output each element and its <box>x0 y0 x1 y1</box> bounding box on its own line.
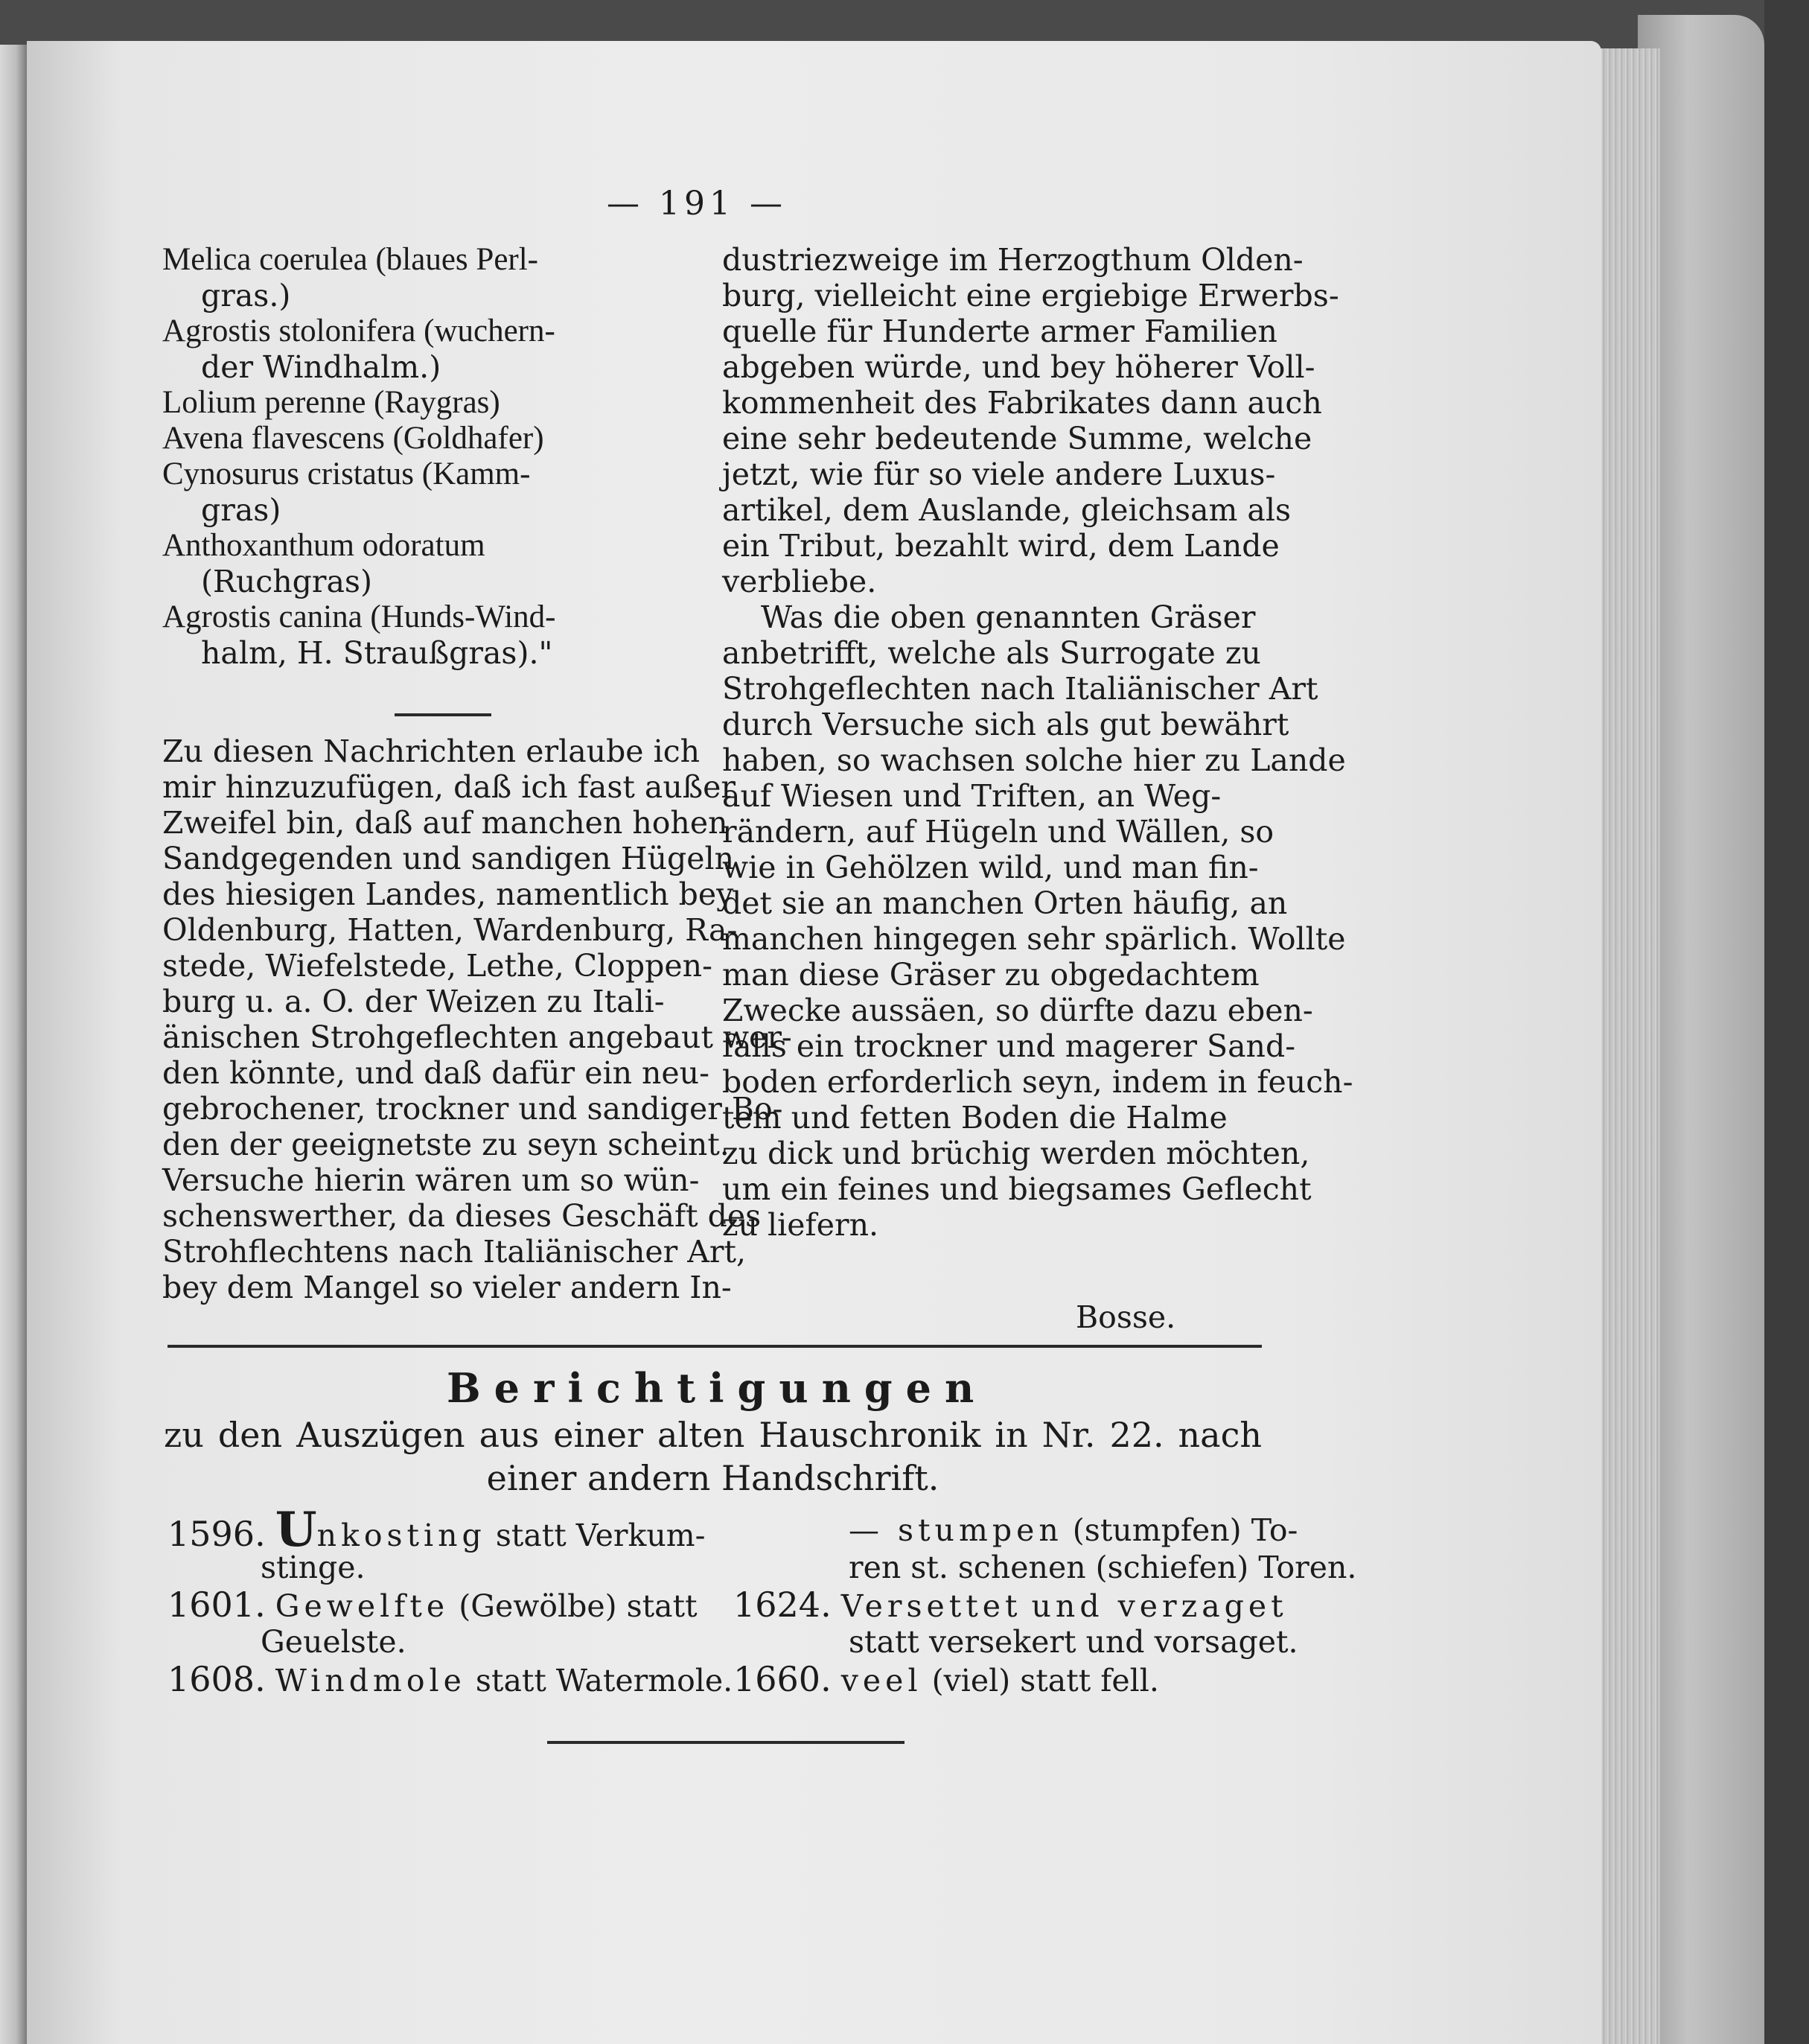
text-line: man diese Gräser zu obgedachtem <box>722 957 1260 993</box>
correction-entry <box>168 1659 733 1699</box>
entry-text: statt Watermole. <box>475 1663 733 1698</box>
text-line: wie in Gehölzen wild, und man fin- <box>722 850 1259 885</box>
species-line: der Windhalm.) <box>201 349 441 385</box>
entry-text: (stumpfen) To- <box>1072 1512 1298 1548</box>
entry-word: Versettet <box>840 1588 1022 1624</box>
text-line: artikel, dem Auslande, gleichsam als <box>722 492 1292 528</box>
text-line: haben, so wachsen solche hier zu Lande <box>722 742 1346 778</box>
text-line: verbliebe. <box>722 564 877 599</box>
species-line: Avena flavescens (Goldhafer) <box>162 421 544 456</box>
species-line: halm, H. Straußgras)." <box>201 635 553 671</box>
species-line: Lolium perenne (Raygras) <box>162 385 500 420</box>
text-line: anbetrifft, welche als Surrogate zu <box>722 635 1261 671</box>
species-line: Melica coerulea (blaues Perl- <box>162 242 538 277</box>
entry-text: statt versekert und vorsaget. <box>849 1624 1298 1660</box>
correction-entry <box>733 1585 1288 1625</box>
entry-text: stinge. <box>261 1550 366 1585</box>
text-line: änischen Strohgeflechten angebaut wer- <box>162 1019 792 1055</box>
text-line: Strohgeflechten nach Italiänischer Art <box>722 671 1318 707</box>
correction-entry <box>168 1549 704 1586</box>
left-paragraph <box>162 733 792 1305</box>
right-column <box>722 242 1353 1243</box>
text-line: zu liefern. <box>722 1207 879 1243</box>
text-line: Sandgegenden und sandigen Hügeln <box>162 841 735 876</box>
text-line: falls ein trockner und magerer Sand- <box>722 1028 1296 1064</box>
text-line: ein Tribut, bezahlt wird, dem Lande <box>722 528 1280 564</box>
species-line: gras.) <box>201 278 291 313</box>
text-line: Oldenburg, Hatten, Wardenburg, Ra- <box>162 912 738 948</box>
entry-text: (Gewölbe) statt <box>459 1588 698 1624</box>
text-line: dustriezweige im Herzogthum Olden- <box>722 242 1304 278</box>
left-column <box>162 242 698 671</box>
section-divider <box>395 713 491 716</box>
entry-year: 1624. <box>733 1585 832 1625</box>
corrections-heading: Berichtigungen <box>447 1364 988 1412</box>
text-line: zu dick und brüchig werden möchten, <box>722 1136 1310 1171</box>
text-line: burg, vielleicht eine ergiebige Erwerbs- <box>722 278 1339 313</box>
section-rule <box>168 1345 1262 1348</box>
text-line: des hiesigen Landes, namentlich bey <box>162 876 734 912</box>
text-line: bey dem Mangel so vieler andern In- <box>162 1270 732 1305</box>
entry-word: nkosting <box>316 1518 486 1553</box>
text-line: um ein feines und biegsames Geflecht <box>722 1171 1312 1207</box>
corrections-left-column <box>168 1502 733 1699</box>
species-line: Anthoxanthum odoratum <box>162 528 485 563</box>
entry-year: 1608. <box>168 1659 266 1699</box>
text-line: Zweifel bin, daß auf manchen hohen <box>162 805 728 841</box>
text-line: mir hinzuzufügen, daß ich fast außer <box>162 769 736 805</box>
species-line: Agrostis canina (Hunds-Wind- <box>162 599 556 634</box>
entry-word: Gewelfte <box>275 1588 450 1624</box>
text-line: Versuche hierin wären um so wün- <box>162 1162 700 1198</box>
left-page-edge <box>0 45 27 2044</box>
text-line: kommenheit des Fabrikates dann auch <box>722 385 1322 421</box>
text-line: Zwecke aussäen, so dürfte dazu eben- <box>722 993 1313 1028</box>
correction-entry <box>168 1502 706 1558</box>
text-line: durch Versuche sich als gut bewährt <box>722 707 1289 742</box>
correction-entry <box>168 1623 704 1661</box>
entry-text: Geuelste. <box>261 1624 406 1660</box>
entry-word: — stumpen <box>849 1512 1063 1548</box>
entry-text: (viel) statt fell. <box>931 1663 1159 1698</box>
text-line: Strohflechtens nach Italiänischer Art, <box>162 1234 747 1270</box>
text-line: tem und fetten Boden die Halme <box>722 1100 1228 1136</box>
corrections-right-column <box>733 1512 1357 1699</box>
text-line: boden erforderlich seyn, indem in feuch- <box>722 1064 1353 1100</box>
text-line: eine sehr bedeutende Summe, welche <box>722 421 1312 456</box>
text-line: stede, Wiefelstede, Lethe, Cloppen- <box>162 948 712 984</box>
text-line: den der geeignetste zu seyn scheint. <box>162 1127 730 1162</box>
text-line: Zu diesen Nachrichten erlaube ich <box>162 733 701 769</box>
text-line: rändern, auf Hügeln und Wällen, so <box>722 814 1274 850</box>
corrections-subheading: einer andern Handschrift. <box>486 1458 939 1498</box>
correction-entry <box>733 1661 1262 1698</box>
entry-word: Windmole <box>275 1663 466 1698</box>
correction-entry <box>733 1512 1298 1549</box>
text-line: abgeben würde, und bey höherer Voll- <box>722 349 1315 385</box>
entry-initial: U <box>275 1502 317 1558</box>
text-line: gebrochener, trockner und sandiger Bo- <box>162 1091 783 1127</box>
entry-text: ren st. schenen (schiefen) Toren. <box>849 1550 1357 1585</box>
entry-text: statt Verkum- <box>495 1518 706 1553</box>
text-line: Was die oben genannten Gräser <box>761 599 1256 635</box>
entry-text: und verzaget <box>1031 1588 1288 1624</box>
text-line: det sie an manchen Orten häufig, an <box>722 885 1288 921</box>
correction-entry <box>733 1549 1357 1586</box>
closing-rule <box>547 1741 904 1744</box>
correction-entry <box>168 1586 704 1623</box>
species-line: (Ruchgras) <box>201 564 372 599</box>
text-line: jetzt, wie für so viele andere Luxus- <box>722 456 1276 492</box>
entry-year: 1596. <box>168 1514 266 1554</box>
text-line: schenswerther, da dieses Geschäft des <box>162 1198 762 1234</box>
text-line: manchen hingegen sehr spärlich. Wollte <box>722 921 1346 957</box>
text-line: auf Wiesen und Triften, an Weg- <box>722 778 1222 814</box>
background-shadow <box>1764 0 1809 2044</box>
species-line: Agrostis stolonifera (wuchern- <box>162 313 555 348</box>
author-signature: Bosse. <box>1076 1299 1176 1335</box>
species-line: gras) <box>201 492 281 528</box>
entry-year: 1601. <box>168 1585 266 1625</box>
text-line: quelle für Hunderte armer Familien <box>722 313 1277 349</box>
correction-entry <box>733 1623 1298 1661</box>
species-line: Cynosurus cristatus (Kamm- <box>162 456 531 491</box>
page-number: — 191 — <box>607 185 787 223</box>
entry-year: 1660. <box>733 1659 832 1699</box>
text-line: den könnte, und daß dafür ein neu- <box>162 1055 709 1091</box>
entry-word: veel <box>840 1663 922 1698</box>
text-line: burg u. a. O. der Weizen zu Itali- <box>162 984 665 1019</box>
corrections-subheading: zu den Auszügen aus einer alten Hauschronik in Nr. 22. nach <box>164 1415 1262 1455</box>
